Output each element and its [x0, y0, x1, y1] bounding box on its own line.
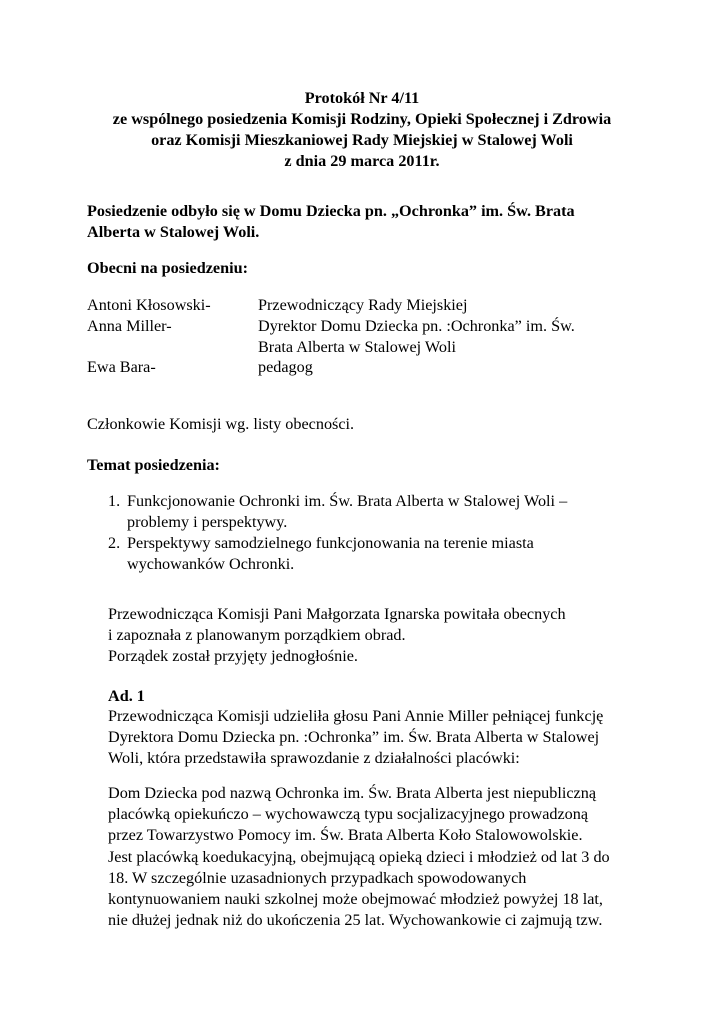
ad1-report-line: placówką opiekuńczo – wychowawczą typu socjalizacyjnego prowadzoną — [108, 805, 589, 824]
location-line: Posiedzenie odbyło się w Domu Dziecka pn. „Ochronka” im. Św. Brata — [87, 202, 575, 220]
attendee-name: Anna Miller- — [87, 317, 172, 335]
opening-line: Porządek został przyjęty jednogłośnie. — [108, 647, 358, 666]
topics-heading: Temat posiedzenia: — [87, 456, 220, 474]
topic-line: wychowanków Ochronki. — [127, 555, 295, 574]
attendees-heading: Obecni na posiedzeniu: — [87, 259, 248, 277]
topic-number: 2. — [108, 534, 121, 552]
topic-line: problemy i perspektywy. — [127, 513, 288, 532]
topic-text — [127, 491, 567, 533]
attendee-role: pedagog — [258, 358, 313, 376]
attendee-name: Antoni Kłosowski- — [87, 296, 211, 314]
attendee-role: Dyrektor Domu Dziecka pn. :Ochronka” im. Św. — [258, 317, 575, 335]
ad1-intro — [108, 706, 603, 770]
ad1-report-line: 18. W szczególnie uzasadnionych przypadkach spowodowanych — [108, 868, 527, 887]
attendee-name: Ewa Bara- — [87, 358, 156, 376]
meeting-location — [87, 201, 575, 243]
protocol-title: Protokół Nr 4/11 — [304, 89, 420, 107]
opening-paragraph — [108, 604, 566, 668]
protocol-subtitle-line-1: ze wspólnego posiedzenia Komisji Rodziny, Opieki Społecznej i Zdrowia — [112, 110, 612, 128]
ad1-report-line: nie dłużej jednak niż do ukończenia 25 lat. Wychowankowie ci zajmują tzw. — [108, 911, 603, 930]
ad1-report-line: Dom Dziecka pod nazwą Ochronka im. Św. Brata Alberta jest niepubliczną — [108, 784, 597, 802]
opening-line: i zapoznała z planowanym porządkiem obrad. — [108, 626, 406, 645]
ad1-intro-line: Dyrektora Domu Dziecka pn. :Ochronka” im. Św. Brata Alberta w Stalowej — [108, 728, 600, 747]
opening-line: Przewodnicząca Komisji Pani Małgorzata Ignarska powitała obecnych — [108, 605, 566, 623]
location-line: Alberta w Stalowej Woli. — [87, 223, 260, 242]
topic-text — [127, 533, 534, 575]
attendee-role-continued: Brata Alberta w Stalowej Woli — [258, 338, 457, 356]
ad1-intro-line: Woli, która przedstawiła sprawozdanie z działalności placówki: — [108, 749, 520, 768]
ad1-report-line: Jest placówką koedukacyjną, obejmującą opieką dzieci i młodzież od lat 3 do — [108, 847, 610, 866]
ad1-report-line: przez Towarzystwo Pomocy im. Św. Brata Alberta Koło Stalowowolskie. — [108, 826, 583, 845]
ad1-report — [108, 783, 610, 931]
attendee-role: Przewodniczący Rady Miejskiej — [258, 296, 468, 314]
ad1-heading: Ad. 1 — [108, 687, 145, 705]
protocol-subtitle-line-2: oraz Komisji Mieszkaniowej Rady Miejskiej w Stalowej Woli — [151, 131, 573, 149]
topic-line: Funkcjonowanie Ochronki im. Św. Brata Alberta w Stalowej Woli – — [127, 492, 568, 510]
ad1-intro-line: Przewodnicząca Komisji udzieliła głosu Pani Annie Miller pełniącej funkcję — [108, 707, 604, 725]
topic-number: 1. — [108, 492, 121, 510]
topic-line: Perspektywy samodzielnego funkcjonowania na terenie miasta — [127, 534, 534, 552]
protocol-date: z dnia 29 marca 2011r. — [284, 152, 440, 170]
ad1-report-line: kontynuowaniem nauki szkolnej może obejmować młodzież powyżej 18 lat, — [108, 890, 603, 909]
members-note: Członkowie Komisji wg. listy obecności. — [87, 415, 355, 433]
